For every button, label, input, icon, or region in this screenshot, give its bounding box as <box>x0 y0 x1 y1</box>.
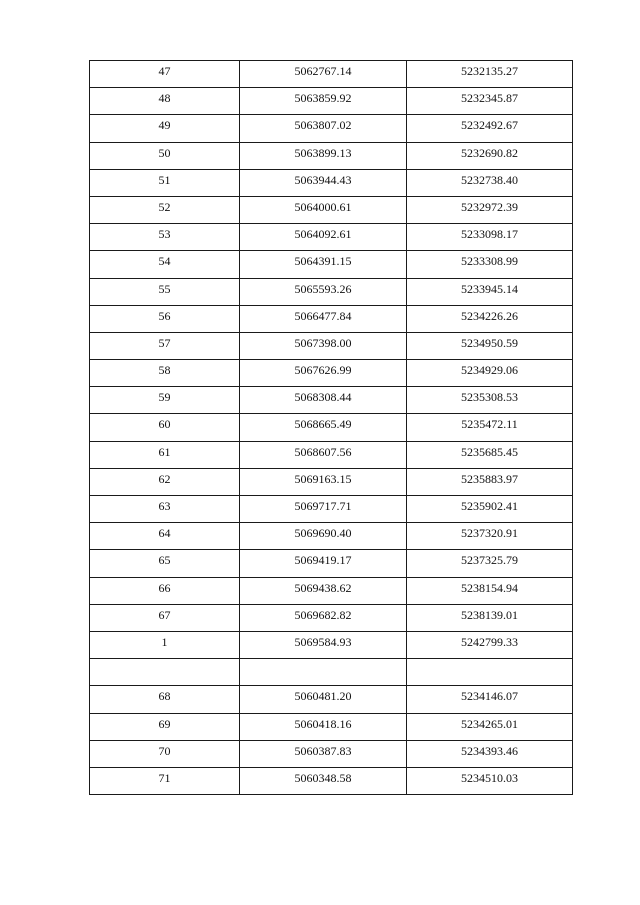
point-number-cell <box>90 251 240 278</box>
table-row <box>90 61 573 88</box>
x-coordinate-cell <box>240 88 407 115</box>
x-coordinate-cell <box>240 278 407 305</box>
cell-text: 5234265.01 <box>461 716 518 731</box>
table-row <box>90 142 573 169</box>
y-coordinate-cell <box>407 115 573 142</box>
y-coordinate-cell <box>407 441 573 468</box>
y-coordinate-cell <box>407 659 573 686</box>
x-coordinate-cell <box>240 142 407 169</box>
cell-text: 5060387.83 <box>294 743 352 758</box>
x-coordinate-cell <box>240 767 407 794</box>
x-coordinate-cell <box>240 631 407 658</box>
x-coordinate-cell <box>240 332 407 359</box>
point-number-cell <box>90 387 240 414</box>
y-coordinate-cell <box>407 550 573 577</box>
cell-text: 5234226.26 <box>461 308 518 323</box>
cell-text: 54 <box>158 254 171 269</box>
y-coordinate-cell <box>407 278 573 305</box>
cell-text: 70 <box>158 743 171 758</box>
point-number-cell <box>90 686 240 713</box>
table-row <box>90 631 573 658</box>
cell-text: 5234950.59 <box>461 335 518 350</box>
cell-text: 5237325.79 <box>461 553 518 568</box>
cell-text: 5232492.67 <box>461 118 518 133</box>
point-number-cell <box>90 278 240 305</box>
cell-text: 57 <box>158 335 171 350</box>
y-coordinate-cell <box>407 251 573 278</box>
cell-text: 5060481.20 <box>294 689 352 704</box>
table-row <box>90 496 573 523</box>
cell-text: 5067398.00 <box>294 335 352 350</box>
table-row <box>90 224 573 251</box>
cell-text: 5235883.97 <box>461 471 518 486</box>
cell-text: 5234393.46 <box>461 743 518 758</box>
y-coordinate-cell <box>407 387 573 414</box>
x-coordinate-cell <box>240 577 407 604</box>
cell-text: 64 <box>158 526 171 541</box>
table-row <box>90 686 573 713</box>
point-number-cell <box>90 713 240 740</box>
table-row <box>90 604 573 631</box>
y-coordinate-cell <box>407 686 573 713</box>
y-coordinate-cell <box>407 360 573 387</box>
x-coordinate-cell <box>240 115 407 142</box>
cell-text: 5069163.15 <box>294 471 352 486</box>
cell-text: 5064391.15 <box>294 254 352 269</box>
cell-text: 47 <box>158 64 171 78</box>
cell-text: 5232135.27 <box>461 64 518 78</box>
point-number-cell <box>90 142 240 169</box>
cell-text: 48 <box>158 91 171 106</box>
table-row <box>90 196 573 223</box>
cell-text: 68 <box>158 689 171 704</box>
table-row <box>90 441 573 468</box>
cell-text: 55 <box>158 281 171 296</box>
y-coordinate-cell <box>407 740 573 767</box>
point-number-cell <box>90 767 240 794</box>
point-number-cell <box>90 659 240 686</box>
cell-text: 5235685.45 <box>461 444 518 459</box>
table-row <box>90 414 573 441</box>
x-coordinate-cell <box>240 713 407 740</box>
cell-text: 66 <box>158 580 171 595</box>
cell-text: 5232972.39 <box>461 199 518 214</box>
cell-text: 5235472.11 <box>461 417 518 432</box>
x-coordinate-cell <box>240 251 407 278</box>
cell-text: 5068607.56 <box>294 444 352 459</box>
x-coordinate-cell <box>240 169 407 196</box>
cell-text: 51 <box>158 172 171 187</box>
coordinates-table-body <box>90 61 573 795</box>
point-number-cell <box>90 305 240 332</box>
y-coordinate-cell <box>407 332 573 359</box>
table-row <box>90 360 573 387</box>
cell-text: 5238154.94 <box>461 580 518 595</box>
cell-text: 67 <box>158 607 171 622</box>
cell-text: 5069438.62 <box>294 580 352 595</box>
cell-text: 5235308.53 <box>461 390 518 405</box>
cell-text: 60 <box>158 417 171 432</box>
cell-text: 5234146.07 <box>461 689 518 704</box>
table-row <box>90 523 573 550</box>
cell-text: 5068665.49 <box>294 417 352 432</box>
table-row <box>90 305 573 332</box>
x-coordinate-cell <box>240 740 407 767</box>
cell-text: 5233945.14 <box>461 281 518 296</box>
point-number-cell <box>90 169 240 196</box>
cell-text: 5064092.61 <box>294 227 352 242</box>
x-coordinate-cell <box>240 196 407 223</box>
cell-text: 5064000.61 <box>294 199 352 214</box>
cell-text: 5234929.06 <box>461 363 518 378</box>
cell-text: 1 <box>161 634 168 649</box>
cell-text: 5242799.33 <box>461 634 518 649</box>
cell-text: 61 <box>158 444 171 459</box>
point-number-cell <box>90 224 240 251</box>
table-row <box>90 767 573 794</box>
table-row <box>90 468 573 495</box>
cell-text: 63 <box>158 499 171 513</box>
cell-text: 65 <box>158 553 171 568</box>
cell-text: 56 <box>158 308 171 323</box>
cell-text: 5233308.99 <box>461 254 518 269</box>
point-number-cell <box>90 740 240 767</box>
table-row <box>90 740 573 767</box>
cell-text: 5060418.16 <box>294 716 352 731</box>
table-row <box>90 713 573 740</box>
cell-text: 49 <box>158 118 171 133</box>
y-coordinate-cell <box>407 767 573 794</box>
x-coordinate-cell <box>240 360 407 387</box>
table-row <box>90 88 573 115</box>
cell-text: 59 <box>158 390 171 405</box>
cell-text: 5063944.43 <box>294 172 352 187</box>
y-coordinate-cell <box>407 142 573 169</box>
x-coordinate-cell <box>240 387 407 414</box>
table-row <box>90 550 573 577</box>
table-row <box>90 659 573 686</box>
x-coordinate-cell <box>240 468 407 495</box>
point-number-cell <box>90 88 240 115</box>
cell-text: 5068308.44 <box>294 390 352 405</box>
point-number-cell <box>90 523 240 550</box>
y-coordinate-cell <box>407 305 573 332</box>
x-coordinate-cell <box>240 604 407 631</box>
cell-text: 5067626.99 <box>294 363 352 378</box>
table-row <box>90 577 573 604</box>
y-coordinate-cell <box>407 604 573 631</box>
cell-text: 5233098.17 <box>461 227 518 242</box>
cell-text: 5234510.03 <box>461 770 518 785</box>
table-row <box>90 251 573 278</box>
point-number-cell <box>90 577 240 604</box>
cell-text: 5069584.93 <box>294 634 352 649</box>
y-coordinate-cell <box>407 577 573 604</box>
x-coordinate-cell <box>240 523 407 550</box>
point-number-cell <box>90 360 240 387</box>
point-number-cell <box>90 604 240 631</box>
cell-text: 5069690.40 <box>294 526 352 541</box>
point-number-cell <box>90 631 240 658</box>
table-row <box>90 169 573 196</box>
x-coordinate-cell <box>240 224 407 251</box>
x-coordinate-cell <box>240 686 407 713</box>
cell-text: 5066477.84 <box>294 308 352 323</box>
x-coordinate-cell <box>240 659 407 686</box>
x-coordinate-cell <box>240 441 407 468</box>
table-row <box>90 115 573 142</box>
point-number-cell <box>90 468 240 495</box>
x-coordinate-cell <box>240 414 407 441</box>
cell-text: 52 <box>158 199 171 214</box>
cell-text: 69 <box>158 716 171 731</box>
cell-text: 50 <box>158 145 171 160</box>
cell-text: 53 <box>158 227 171 242</box>
cell-text: 5065593.26 <box>294 281 352 296</box>
cell-text: 5069682.82 <box>294 607 352 622</box>
point-number-cell <box>90 550 240 577</box>
cell-text: 58 <box>158 363 171 378</box>
cell-text: 5060348.58 <box>294 770 352 785</box>
x-coordinate-cell <box>240 305 407 332</box>
cell-text: 5063899.13 <box>294 145 352 160</box>
coordinates-table <box>89 60 573 795</box>
point-number-cell <box>90 496 240 523</box>
y-coordinate-cell <box>407 414 573 441</box>
y-coordinate-cell <box>407 224 573 251</box>
cell-text: 5232738.40 <box>461 172 518 187</box>
y-coordinate-cell <box>407 196 573 223</box>
cell-text: 5232690.82 <box>461 145 518 160</box>
cell-text: 5069419.17 <box>294 553 352 568</box>
y-coordinate-cell <box>407 61 573 88</box>
x-coordinate-cell <box>240 496 407 523</box>
table-row <box>90 278 573 305</box>
point-number-cell <box>90 441 240 468</box>
table-row <box>90 332 573 359</box>
point-number-cell <box>90 332 240 359</box>
y-coordinate-cell <box>407 468 573 495</box>
cell-text: 5063807.02 <box>294 118 352 133</box>
y-coordinate-cell <box>407 88 573 115</box>
cell-text: 62 <box>158 471 171 486</box>
cell-text: 5062767.14 <box>294 64 352 78</box>
cell-text: 5238139.01 <box>461 607 518 622</box>
x-coordinate-cell <box>240 550 407 577</box>
point-number-cell <box>90 61 240 88</box>
table-row <box>90 387 573 414</box>
x-coordinate-cell <box>240 61 407 88</box>
y-coordinate-cell <box>407 169 573 196</box>
y-coordinate-cell <box>407 523 573 550</box>
y-coordinate-cell <box>407 631 573 658</box>
cell-text: 5235902.41 <box>461 499 518 513</box>
cell-text: 5063859.92 <box>294 91 352 106</box>
point-number-cell <box>90 414 240 441</box>
cell-text: 5069717.71 <box>294 499 352 513</box>
y-coordinate-cell <box>407 713 573 740</box>
cell-text: 5232345.87 <box>461 91 518 106</box>
point-number-cell <box>90 115 240 142</box>
cell-text: 71 <box>158 770 171 785</box>
cell-text: 5237320.91 <box>461 526 518 541</box>
y-coordinate-cell <box>407 496 573 523</box>
point-number-cell <box>90 196 240 223</box>
